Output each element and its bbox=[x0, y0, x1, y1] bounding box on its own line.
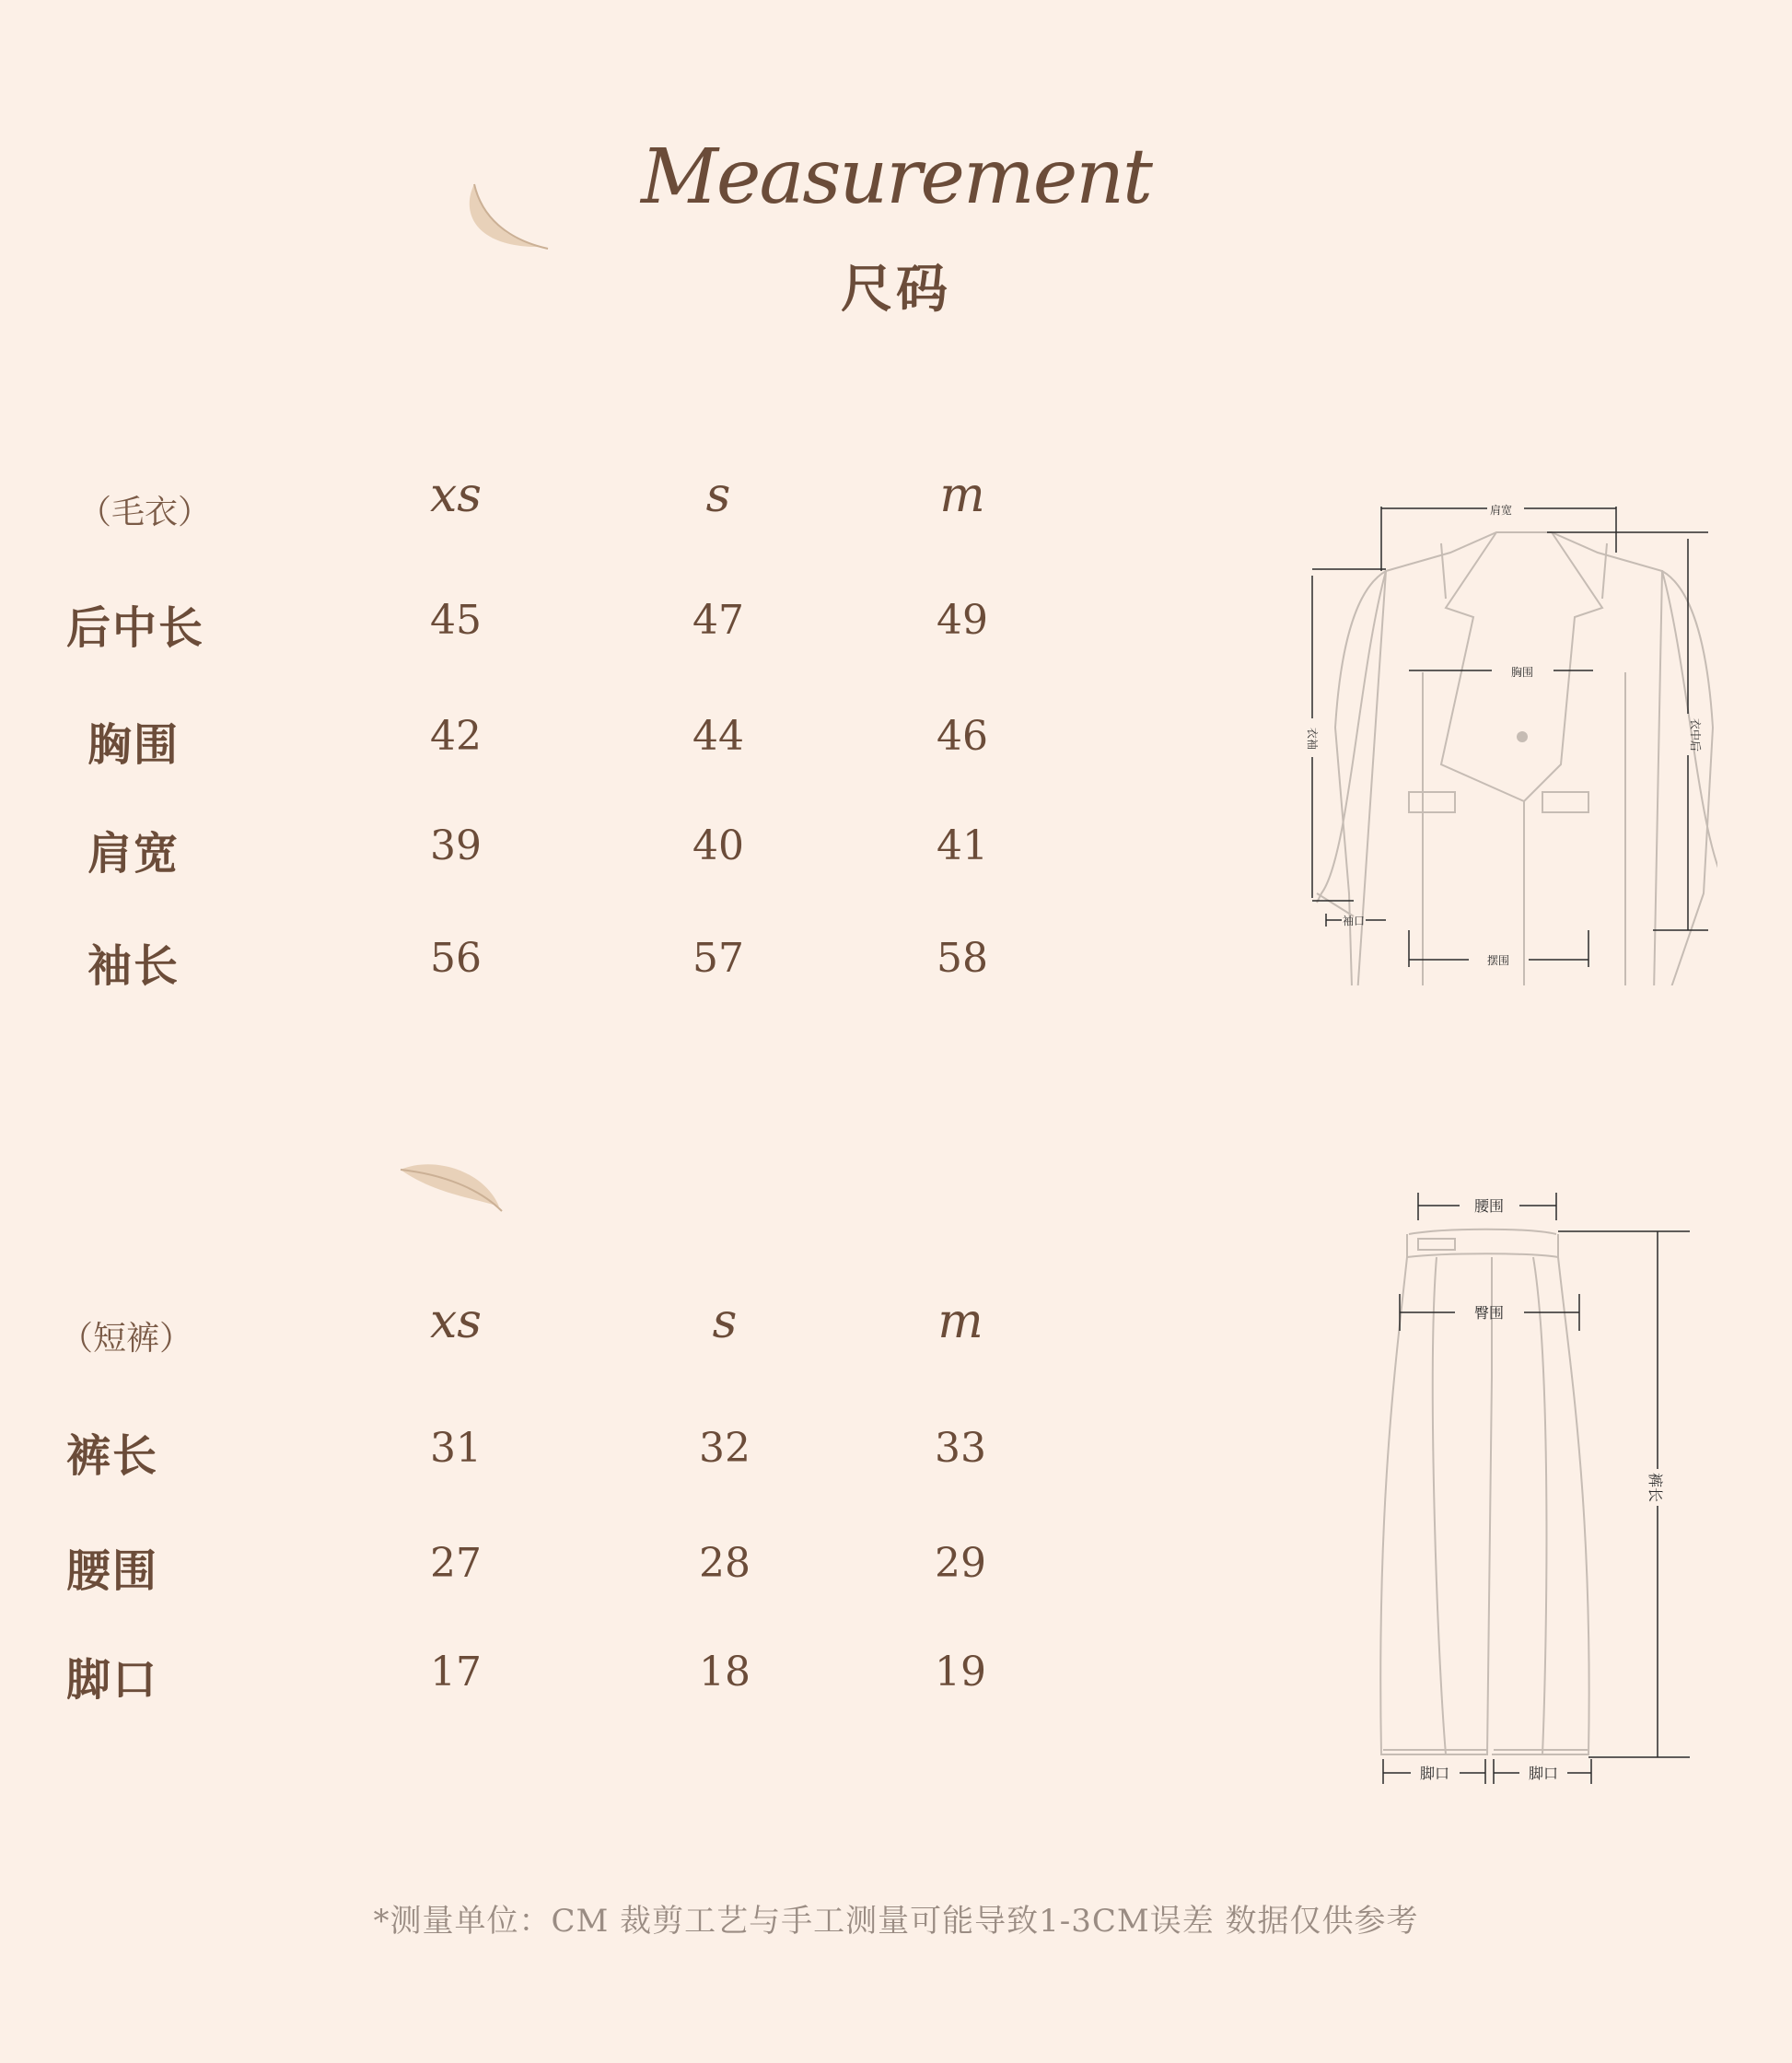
pants-diagram bbox=[1363, 1183, 1713, 1801]
size-header-xs: xs bbox=[429, 468, 482, 523]
footnote: *测量单位：CM 裁剪工艺与手工测量可能导致1-3CM误差 数据仅供参考 bbox=[373, 1903, 1419, 1940]
table-cell: 47 bbox=[692, 597, 744, 644]
table-cell: 19 bbox=[935, 1649, 986, 1696]
category-label: （毛衣） bbox=[78, 494, 212, 531]
row-label: 裤长 bbox=[66, 1430, 159, 1482]
size-header-m: m bbox=[939, 468, 985, 523]
jacket-diagram bbox=[1285, 488, 1717, 985]
jacket-label: 袖口 bbox=[1342, 915, 1366, 927]
page-title: 尺码 bbox=[841, 259, 951, 320]
size-header-s: s bbox=[712, 1294, 738, 1349]
jacket-label: 肩宽 bbox=[1489, 504, 1513, 517]
size-header-s: s bbox=[705, 468, 731, 523]
row-label: 脚口 bbox=[66, 1654, 159, 1706]
pants-label: 腰围 bbox=[1473, 1197, 1505, 1215]
table-cell: 18 bbox=[699, 1649, 751, 1696]
table-cell: 42 bbox=[430, 713, 482, 760]
row-label: 腰围 bbox=[66, 1545, 159, 1597]
table-cell: 39 bbox=[430, 822, 482, 869]
jacket-label: 胸围 bbox=[1510, 666, 1534, 679]
table-cell: 33 bbox=[935, 1425, 986, 1472]
table-cell: 44 bbox=[692, 713, 744, 760]
feather-icon bbox=[456, 175, 557, 262]
table-cell: 27 bbox=[430, 1540, 482, 1587]
table-cell: 49 bbox=[937, 597, 988, 644]
row-label: 肩宽 bbox=[87, 828, 180, 880]
jacket-label: 衣中后 bbox=[1689, 717, 1702, 752]
table-cell: 46 bbox=[937, 713, 988, 760]
pants-label: 脚口 bbox=[1419, 1765, 1450, 1782]
page-title-english: Measurement bbox=[640, 134, 1152, 221]
category-label: （短裤） bbox=[60, 1320, 193, 1358]
table-cell: 29 bbox=[935, 1540, 986, 1587]
table-cell: 31 bbox=[430, 1425, 482, 1472]
table-cell: 57 bbox=[692, 935, 744, 982]
table-cell: 17 bbox=[430, 1649, 482, 1696]
row-label: 胸围 bbox=[87, 719, 180, 771]
table-cell: 32 bbox=[699, 1425, 751, 1472]
size-header-xs: xs bbox=[429, 1294, 482, 1349]
jacket-label: 衣袖 bbox=[1306, 727, 1319, 751]
table-cell: 56 bbox=[430, 935, 482, 982]
table-cell: 40 bbox=[692, 822, 744, 869]
table-cell: 58 bbox=[937, 935, 988, 982]
jacket-label: 摆围 bbox=[1486, 954, 1510, 967]
feather-icon bbox=[396, 1156, 506, 1220]
row-label: 袖长 bbox=[87, 940, 180, 992]
pants-label: 脚口 bbox=[1528, 1765, 1559, 1782]
table-cell: 45 bbox=[430, 597, 482, 644]
pants-label: 裤长 bbox=[1647, 1472, 1664, 1503]
row-label: 后中长 bbox=[66, 602, 205, 654]
table-cell: 41 bbox=[937, 822, 988, 869]
table-cell: 28 bbox=[699, 1540, 751, 1587]
size-header-m: m bbox=[937, 1294, 983, 1349]
pants-label: 臀围 bbox=[1473, 1304, 1505, 1322]
